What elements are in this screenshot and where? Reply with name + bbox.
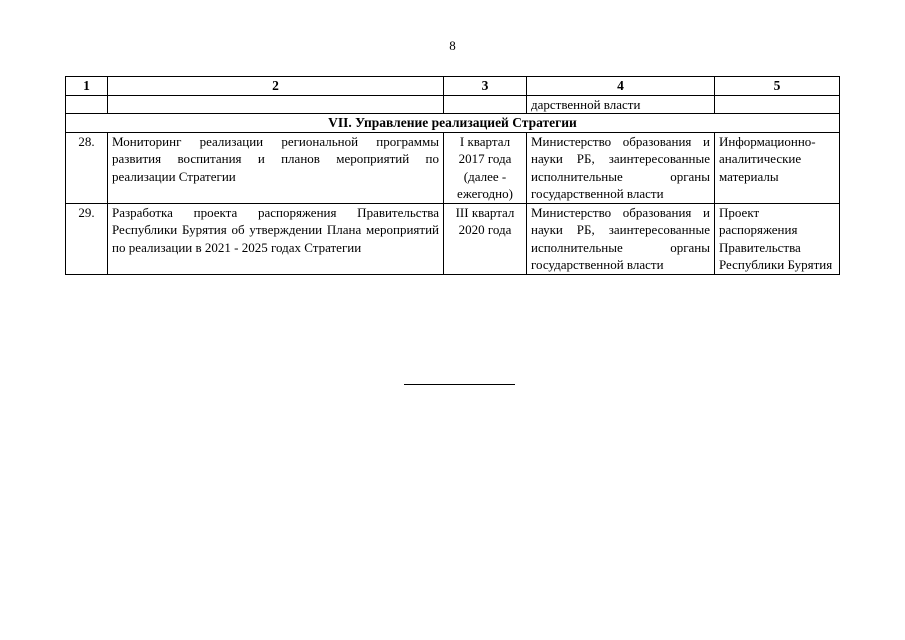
header-col-2: 2 bbox=[108, 77, 444, 96]
table-row bbox=[66, 132, 840, 203]
row-result: Информационно-аналитические материалы bbox=[715, 132, 840, 203]
end-divider-line bbox=[404, 384, 515, 385]
row-description: Мониторинг реализации региональной программы развития воспитания и планов мероприятий по реализации Стратегии bbox=[108, 132, 444, 203]
row-executors: Министерство образования и науки РБ, заинтересованные исполнительные органы государственной власти bbox=[527, 203, 715, 274]
header-col-4: 4 bbox=[527, 77, 715, 96]
section-title: VII. Управление реализацией Стратегии bbox=[66, 114, 840, 133]
page-number: 8 bbox=[449, 38, 456, 53]
header-row bbox=[66, 77, 840, 96]
row-executors: Министерство образования и науки РБ, заинтересованные исполнительные органы государственной власти bbox=[527, 132, 715, 203]
header-col-1: 1 bbox=[66, 77, 108, 96]
continuation-row bbox=[66, 95, 840, 114]
section-row bbox=[66, 114, 840, 133]
row-number: 28. bbox=[66, 132, 108, 203]
row-timing: III квартал 2020 года bbox=[444, 203, 527, 274]
continuation-cell-3 bbox=[444, 95, 527, 114]
header-col-3: 3 bbox=[444, 77, 527, 96]
continuation-cell-1 bbox=[66, 95, 108, 114]
row-number: 29. bbox=[66, 203, 108, 274]
header-col-5: 5 bbox=[715, 77, 840, 96]
continuation-cell-2 bbox=[108, 95, 444, 114]
row-description: Разработка проекта распоряжения Правительства Республики Бурятия об утверждении Плана мероприятий по реализации в 2021 - 2025 годах Стратегии bbox=[108, 203, 444, 274]
row-result: Проект распоряжения Правительства Республики Бурятия bbox=[715, 203, 840, 274]
continuation-cell-5 bbox=[715, 95, 840, 114]
continuation-executors: дарственной власти bbox=[527, 95, 715, 114]
strategy-plan-table bbox=[65, 76, 840, 275]
table-row bbox=[66, 203, 840, 274]
row-timing: I квартал 2017 года (далее - ежегодно) bbox=[444, 132, 527, 203]
